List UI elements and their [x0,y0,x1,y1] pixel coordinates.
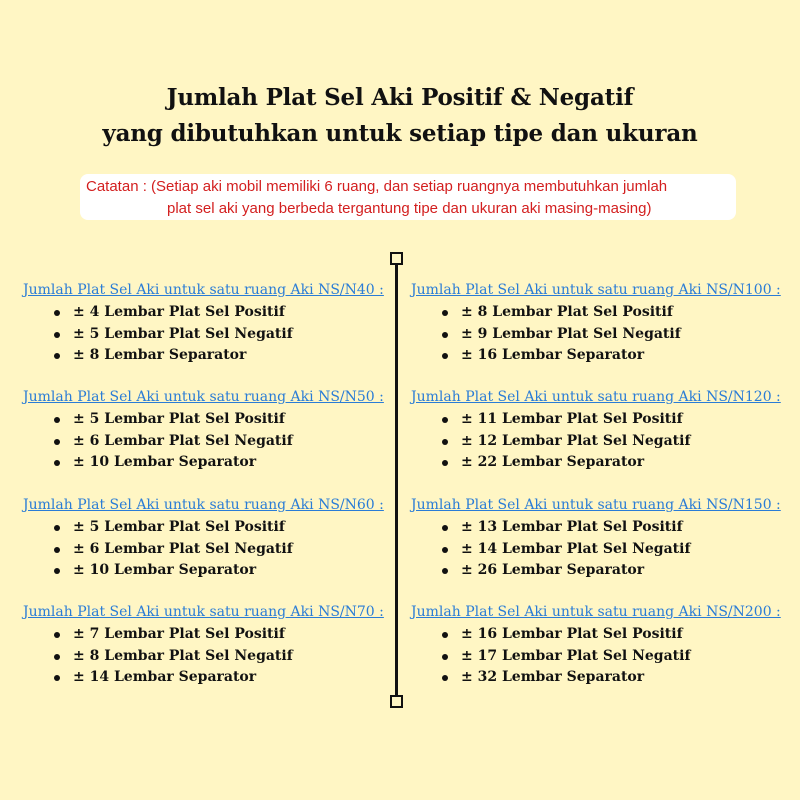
list-item [411,409,791,431]
group-ns-n120 [411,388,791,474]
bullet-icon [54,439,60,445]
list-item [23,560,403,582]
group-heading[interactable]: Jumlah Plat Sel Aki untuk satu ruang Aki NS/N100 : [411,282,781,298]
title-line-2: yang dibutuhkan untuk setiap tipe dan ukuran [102,120,698,147]
bullet-icon [442,353,448,359]
bullet-icon [54,547,60,553]
list-item [23,302,403,324]
bullet-icon [54,310,60,316]
item-text: ± 9 Lembar Plat Sel Negatif [461,325,681,342]
item-text: ± 8 Lembar Separator [73,347,247,363]
group-ns-n100 [411,281,791,367]
note-line-1: Catatan : (Setiap aki mobil memiliki 6 ruang, dan setiap ruangnya membutuhkan jumlah [86,178,668,195]
list-item [411,452,791,474]
item-text: ± 10 Lembar Separator [73,454,257,470]
list-item [411,324,791,346]
item-text: ± 32 Lembar Separator [461,669,645,685]
list-item [411,539,791,561]
list-item [411,667,791,689]
bullet-icon [54,675,60,681]
group-heading[interactable]: Jumlah Plat Sel Aki untuk satu ruang Aki NS/N70 : [23,604,384,620]
bullet-icon [442,525,448,531]
item-text: ± 11 Lembar Plat Sel Positif [461,411,683,427]
bullet-icon [442,439,448,445]
group-heading[interactable]: Jumlah Plat Sel Aki untuk satu ruang Aki NS/N60 : [23,497,384,513]
bullet-icon [54,332,60,338]
item-text: ± 26 Lembar Separator [461,562,645,578]
divider-bottom-cap [390,695,403,708]
item-text: ± 14 Lembar Separator [73,669,257,685]
item-text: ± 12 Lembar Plat Sel Negatif [461,432,691,449]
list-item [23,452,403,474]
list-item [411,646,791,668]
list-item [23,409,403,431]
bullet-icon [54,654,60,660]
list-item [411,431,791,453]
page-title [0,80,800,152]
list-item [23,624,403,646]
bullet-icon [442,547,448,553]
bullet-icon [442,675,448,681]
item-text: ± 22 Lembar Separator [461,454,645,470]
item-text: ± 10 Lembar Separator [73,562,257,578]
list-item [411,624,791,646]
group-ns-n150 [411,496,791,582]
item-text: ± 8 Lembar Plat Sel Positif [461,304,673,320]
group-heading[interactable]: Jumlah Plat Sel Aki untuk satu ruang Aki NS/N120 : [411,389,781,405]
list-item [23,324,403,346]
item-text: ± 4 Lembar Plat Sel Positif [73,304,285,320]
list-item [411,517,791,539]
bullet-icon [442,460,448,466]
list-item [23,431,403,453]
item-text: ± 5 Lembar Plat Sel Negatif [73,325,293,342]
item-text: ± 16 Lembar Separator [461,347,645,363]
item-text: ± 5 Lembar Plat Sel Positif [73,519,285,535]
bullet-icon [442,417,448,423]
bullet-icon [442,332,448,338]
bullet-icon [54,632,60,638]
bullet-icon [54,460,60,466]
bullet-icon [442,632,448,638]
group-ns-n70 [23,603,403,689]
bullet-icon [442,568,448,574]
bullet-icon [54,353,60,359]
list-item [23,646,403,668]
group-ns-n60 [23,496,403,582]
item-text: ± 5 Lembar Plat Sel Positif [73,411,285,427]
item-text: ± 7 Lembar Plat Sel Positif [73,626,285,642]
item-text: ± 14 Lembar Plat Sel Negatif [461,540,691,557]
bullet-icon [442,654,448,660]
note-line-2: plat sel aki yang berbeda tergantung tipe dan ukuran aki masing-masing) [167,200,652,217]
bullet-icon [54,417,60,423]
item-text: ± 17 Lembar Plat Sel Negatif [461,647,691,664]
group-ns-n200 [411,603,791,689]
group-heading[interactable]: Jumlah Plat Sel Aki untuk satu ruang Aki NS/N200 : [411,604,781,620]
group-ns-n40 [23,281,403,367]
list-item [23,539,403,561]
list-item [23,517,403,539]
list-item [23,667,403,689]
list-item [411,560,791,582]
item-text: ± 13 Lembar Plat Sel Positif [461,519,683,535]
item-text: ± 6 Lembar Plat Sel Negatif [73,540,293,557]
list-item [23,345,403,367]
title-line-1: Jumlah Plat Sel Aki Positif & Negatif [166,84,634,111]
bullet-icon [54,525,60,531]
divider-top-cap [390,252,403,265]
item-text: ± 16 Lembar Plat Sel Positif [461,626,683,642]
bullet-icon [442,310,448,316]
note-box [80,174,736,220]
list-item [411,345,791,367]
group-heading[interactable]: Jumlah Plat Sel Aki untuk satu ruang Aki NS/N40 : [23,282,384,298]
list-item [411,302,791,324]
group-heading[interactable]: Jumlah Plat Sel Aki untuk satu ruang Aki NS/N50 : [23,389,384,405]
item-text: ± 8 Lembar Plat Sel Negatif [73,647,293,664]
bullet-icon [54,568,60,574]
group-ns-n50 [23,388,403,474]
item-text: ± 6 Lembar Plat Sel Negatif [73,432,293,449]
group-heading[interactable]: Jumlah Plat Sel Aki untuk satu ruang Aki NS/N150 : [411,497,781,513]
